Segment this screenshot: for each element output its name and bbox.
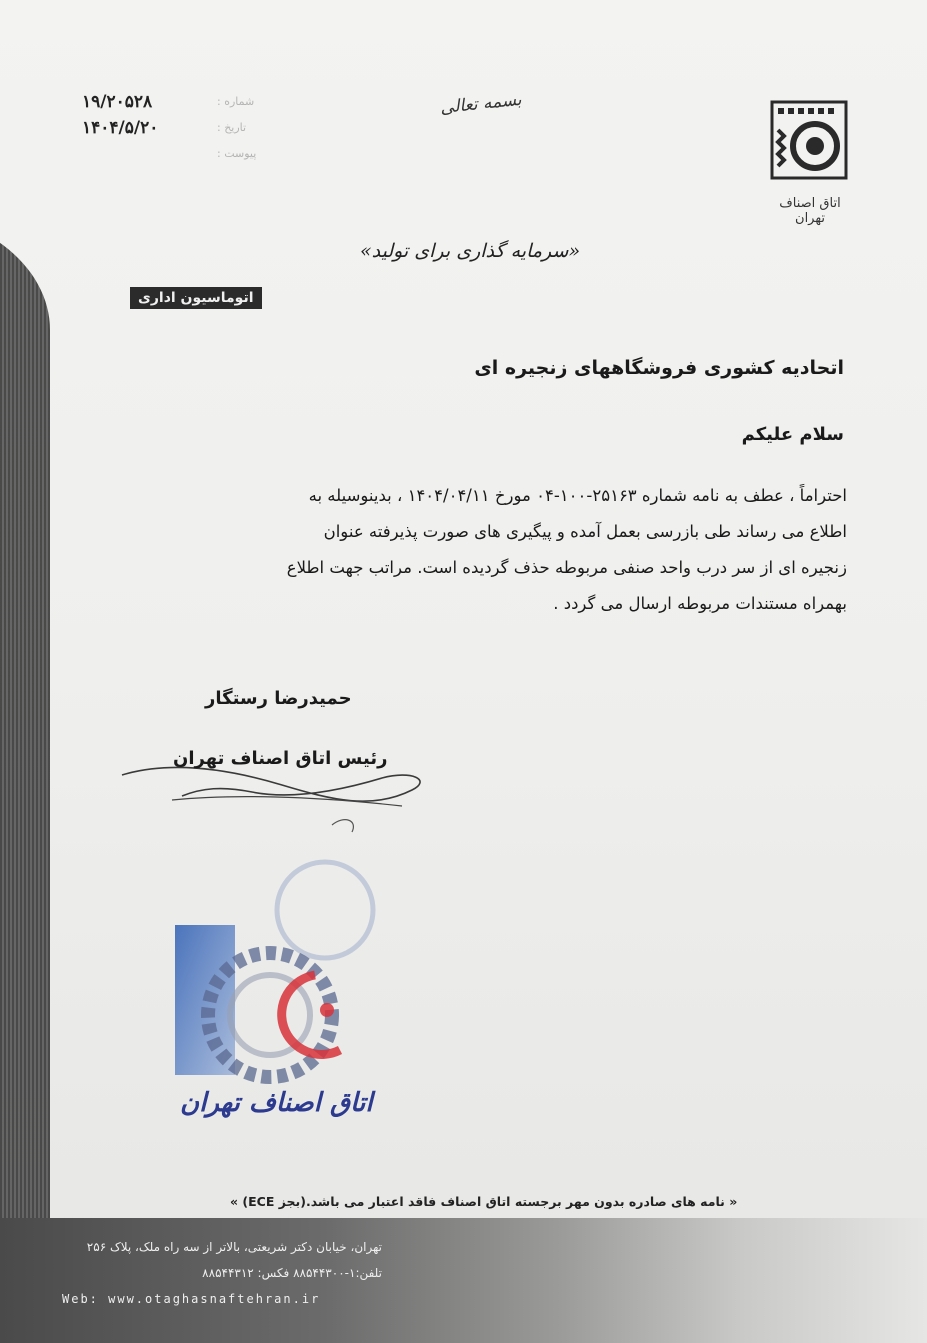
logo-caption: اتاق اصناف تهران [779,196,841,226]
office-automation-tag: اتوماسیون اداری [130,287,262,309]
attachment-row [82,144,282,166]
date-label: تاریخ : [217,121,247,134]
validity-notice: « نامه های صادره بدون مهر برجسته اتاق اصناف فاقد اعتبار می باشد.(بجز ECE) » [230,1194,738,1209]
greeting: سلام علیکم [741,424,844,445]
slogan: «سرمایه گذاری برای تولید» [360,240,581,262]
body-line: احتراماً ، عطف به نامه شماره ۲۵۱۶۳-۱۰۰-۰۴ مورخ ۱۴۰۴/۰۴/۱۱ ، بدینوسیله به [308,486,847,505]
body-line: بهمراه مستندات مربوطه ارسال می گردد . [553,594,847,613]
number-label: شماره : [217,95,255,108]
letter-body [77,478,847,622]
body-line: زنجیره ای از سر درب واحد صنفی مربوطه حذف گردیده است. مراتب جهت اطلاع [286,558,847,577]
date-row [82,118,282,140]
bismillah: بسمه تعالی [439,89,523,119]
footer-address: تهران، خیابان دکتر شریعتی، بالاتر از سه راه ملک، پلاک ۲۵۶ [86,1240,382,1254]
chamber-logo-icon [770,100,848,180]
body-line: اطلاع می رساند طی بازرسی بعمل آمده و پیگیری های صورت پذیرفته عنوان [323,522,847,541]
letter-number: ۱۹/۲۰۵۲۸ [82,92,153,112]
signer-title: رئیس اتاق اصناف تهران [173,748,388,769]
signer-name: حمیدرضا رستگار [205,688,352,709]
decorative-band [0,210,50,1343]
footer-info [62,1234,382,1312]
footer-website: Web: www.otaghasnaftehran.ir [62,1292,321,1306]
letter-date: ۱۴۰۴/۵/۲۰ [82,118,159,138]
attachment-label: پیوست : [217,147,257,160]
number-row [82,92,282,114]
footer-phone-fax: تلفن:۱-۸۸۵۴۴۳۰۰ فکس: ۸۸۵۴۴۳۱۲ [202,1266,382,1280]
stamp-text: اتاق اصناف تهران [180,1088,373,1118]
recipient: اتحادیه کشوری فروشگاههای زنجیره ای [474,357,844,379]
letter-meta [82,92,282,170]
